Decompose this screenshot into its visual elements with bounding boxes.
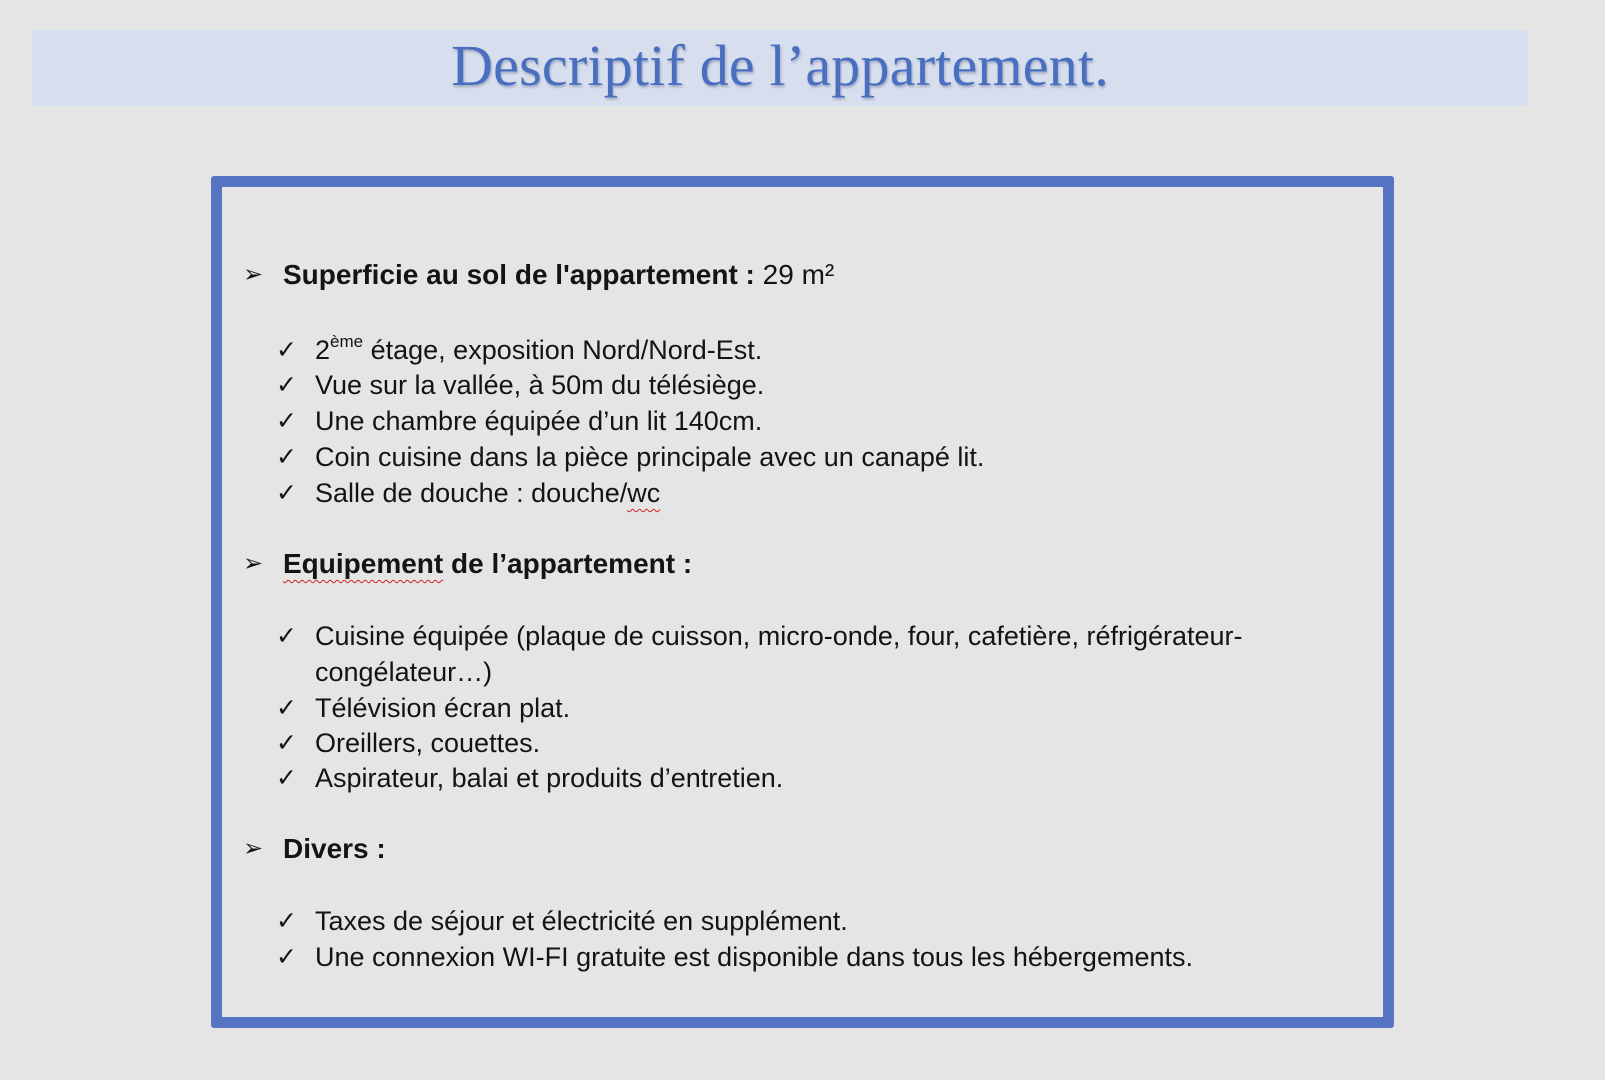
- list-item-text: Une chambre équipée d’un lit 140cm.: [315, 406, 763, 436]
- list-item-text: Taxes de séjour et électricité en supplément.: [315, 906, 848, 936]
- list-item-text: Oreillers, couettes.: [315, 728, 541, 758]
- arrow-bullet-icon: ➢: [243, 261, 264, 288]
- equipement-rest: de l’appartement :: [443, 548, 693, 579]
- list-item-text: Cuisine équipée (plaque de cuisson, micro-onde, four, cafetière, réfrigérateur-: [315, 621, 1243, 651]
- check-icon: ✓: [276, 479, 297, 507]
- equipement-word: Equipement: [283, 548, 444, 579]
- list-item-text: [315, 333, 762, 369]
- check-icon: ✓: [276, 907, 297, 935]
- shower-text-misspelled: wc: [627, 478, 661, 508]
- arrow-bullet-icon: ➢: [243, 835, 264, 862]
- check-icon: ✓: [276, 729, 297, 757]
- floor-number: 2: [315, 335, 331, 365]
- list-item-text: Aspirateur, balai et produits d’entretien.: [315, 763, 784, 793]
- list-item-text: Vue sur la vallée, à 50m du télésiège.: [315, 370, 765, 400]
- list-item-text: [315, 476, 660, 512]
- check-icon: ✓: [276, 694, 297, 722]
- check-icon: ✓: [276, 443, 297, 471]
- page-title: Descriptif de l’appartement.: [451, 33, 1109, 98]
- superficie-value: 29 m²: [762, 259, 835, 290]
- section-heading-text: [283, 547, 692, 581]
- section-heading-text: [283, 258, 834, 292]
- shower-text: Salle de douche : douche/: [315, 478, 628, 508]
- check-icon: ✓: [276, 764, 297, 792]
- list-item-text: congélateur…): [315, 657, 493, 687]
- check-icon: ✓: [276, 407, 297, 435]
- check-icon: ✓: [276, 336, 297, 364]
- list-item-text: Coin cuisine dans la pièce principale avec un canapé lit.: [315, 442, 985, 472]
- arrow-bullet-icon: ➢: [243, 550, 264, 577]
- content-frame: [211, 176, 1394, 1028]
- check-icon: ✓: [276, 943, 297, 971]
- superficie-label: Superficie au sol de l'appartement :: [283, 259, 755, 290]
- title-band: [32, 30, 1528, 106]
- list-item-text: Télévision écran plat.: [315, 693, 571, 723]
- check-icon: ✓: [276, 371, 297, 399]
- check-icon: ✓: [276, 622, 297, 650]
- list-item-text: Une connexion WI-FI gratuite est disponible dans tous les hébergements.: [315, 942, 1193, 972]
- floor-suffix: ème: [330, 332, 364, 351]
- floor-text: étage, exposition Nord/Nord-Est.: [363, 335, 763, 365]
- section-heading-text: Divers :: [283, 833, 386, 864]
